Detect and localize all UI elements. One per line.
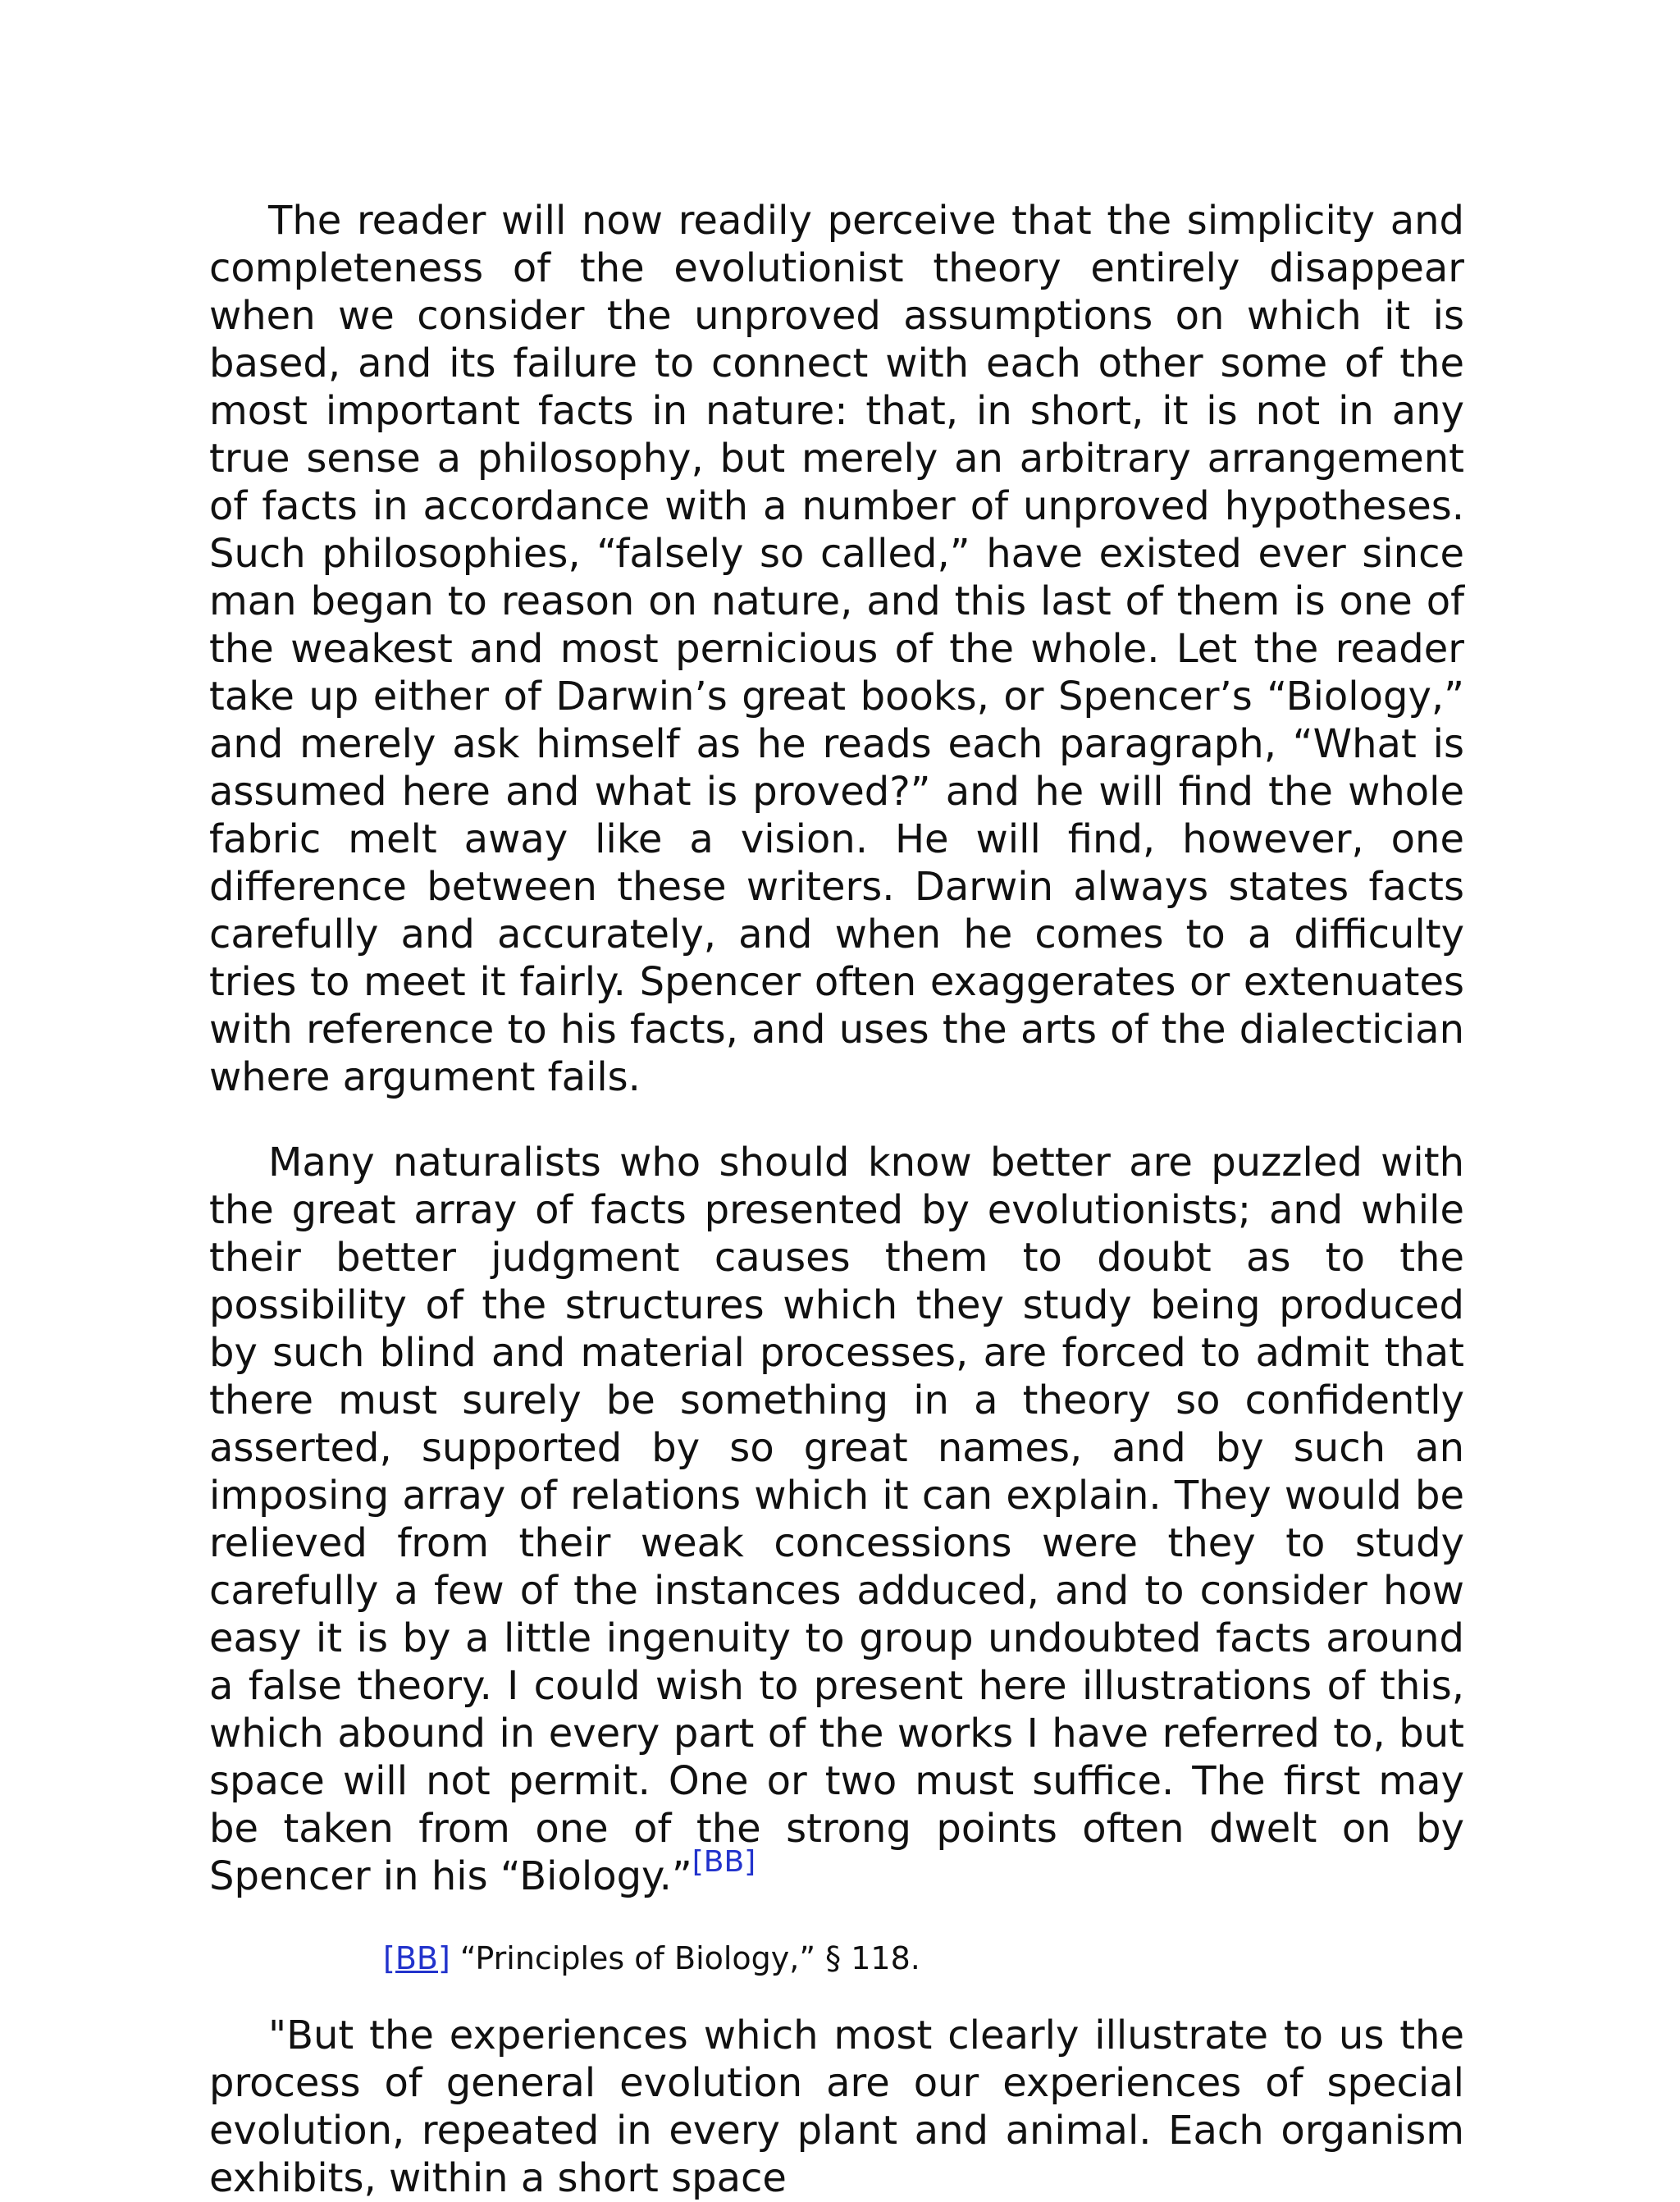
paragraph-2: [209, 1139, 1464, 1900]
footnote-label-link[interactable]: [BB]: [383, 1940, 450, 1976]
paragraph-2-text: Many naturalists who should know better are puzzled with the great array of facts presented by evolutionists; and while their better judgment causes them to doubt as to the possibility of the structures which they study being produced by such blind and material processes, are forced to admit that there must surely be something in a theory so confidently asserted, supported by so great names, and by such an imposing array of relations which it can explain. They would be relieved from their weak concessions were they to study carefully a few of the instances adduced, and to consider how easy it is by a little ingenuity to group undoubted facts around a false theory. I could wish to present here illustrations of this, which abound in every part of the works I have referred to, but space will not permit. One or two must suffice. The first may be taken from one of the strong points often dwelt on by Spencer in his “Biology.”: [209, 1140, 1464, 1899]
footnote-reference-link[interactable]: [BB]: [692, 1845, 756, 1879]
document-page: [209, 197, 1464, 2202]
paragraph-3: "But the experiences which most clearly illustrate to us the process of general evolution are our experiences of special evolution, repeated in every plant and animal. Each organism exhibits, within a short space: [209, 2012, 1464, 2201]
footnote: [383, 1938, 1464, 1979]
paragraph-1: The reader will now readily perceive that the simplicity and completeness of the evolutionist theory entirely disappear when we consider the unproved assumptions on which it is based, and its failure to connect with each other some of the most important facts in nature: that, in short, it is not in any true sense a philosophy, but merely an arbitrary arrangement of facts in accordance with a number of unproved hypotheses. Such philosophies, “falsely so called,” have existed ever since man began to reason on nature, and this last of them is one of the weakest and most pernicious of the whole. Let the reader take up either of Darwin’s great books, or Spencer’s “Biology,” and merely ask himself as he reads each paragraph, “What is assumed here and what is proved?” and he will find the whole fabric melt away like a vision. He will find, however, one difference between these writers. Darwin always states facts carefully and accurately, and when he comes to a difficulty tries to meet it fairly. Spencer often exaggerates or extenuates with reference to his facts, and uses the arts of the dialectician where argument fails.: [209, 198, 1464, 1100]
footnote-text: “Principles of Biology,” § 118.: [450, 1940, 920, 1976]
